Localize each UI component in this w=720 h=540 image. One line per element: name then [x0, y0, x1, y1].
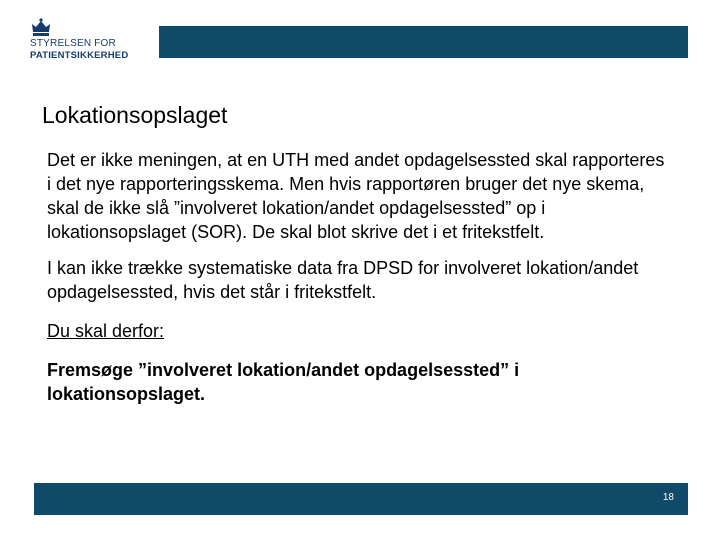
- slide-body: [47, 148, 672, 406]
- paragraph-2: I kan ikke trække systematiske data fra DPSD for involveret lokation/andet opdagelsessted, hvis det står i fritekstfelt.: [47, 258, 639, 302]
- paragraph-4: Fremsøge ”involveret lokation/andet opdagelsessted” i lokationsopslaget.: [47, 360, 520, 404]
- logo-line-1: STYRELSEN FOR: [30, 38, 116, 49]
- paragraph-3: Du skal derfor:: [47, 321, 165, 341]
- page-number: 18: [662, 492, 674, 503]
- paragraph-1: Det er ikke meningen, at en UTH med andet opdagelsessted skal rapporteres i det nye rapporteringsskema. Men hvis rapportøren bruger det nye skema, skal de ikke slå ”involveret lokation/andet opdagelsessted” op i lokationsopslaget (SOR). De skal blot skrive det i et fritekstfelt.: [47, 150, 665, 242]
- crown-icon: [30, 18, 52, 38]
- slide-title: Lokationsopslaget: [42, 102, 228, 128]
- logo-line-2: PATIENTSIKKERHED: [30, 50, 129, 61]
- logo: [30, 18, 160, 64]
- header-bar: [159, 26, 688, 58]
- footer-bar: [34, 483, 688, 515]
